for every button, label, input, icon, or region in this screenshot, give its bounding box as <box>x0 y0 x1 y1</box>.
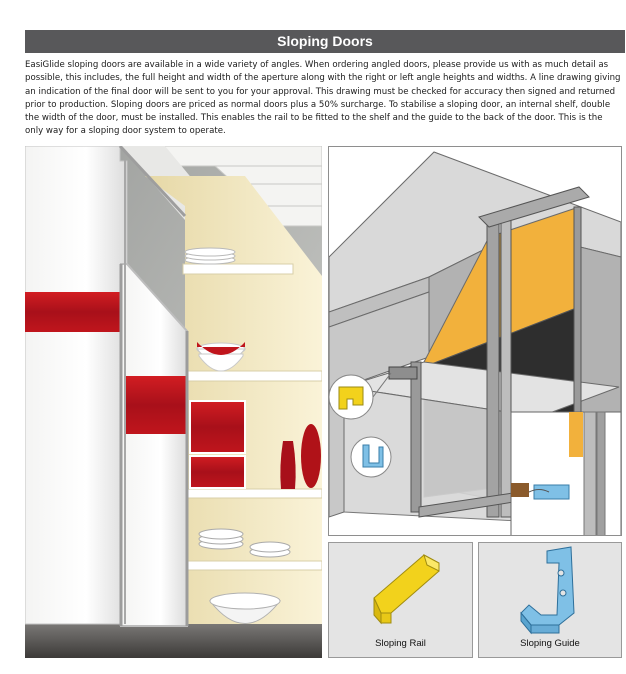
sloping-door-diagram <box>328 146 622 536</box>
section-title: Sloping Doors <box>277 33 373 49</box>
sloping-guide-label: Sloping Guide <box>520 638 580 649</box>
description-paragraph: EasiGlide sloping doors are available in a wide variety of angles. When ordering angled doors, please provide us with as much detail as possible, this includes, the full height and width of the aperture along with the right or left angle heights and widths. A line drawing giving an indication of the final door will be sent to you for your approval. This drawing must be checked for accuracy then signed and returned prior to production. Sloping doors are priced as normal doors plus a 50% surcharge. To stabilise a sloping door, an internal shelf, double the width of the door, must be installed. This enables the rail to be fitted to the shelf and the guide to the back of the door. This is the only way for a sloping door system to operate. <box>25 60 621 137</box>
sloping-rail-icon <box>329 543 472 633</box>
sloping-rail-label: Sloping Rail <box>375 638 426 649</box>
sloping-guide-icon <box>479 543 621 635</box>
sloping-rail-card <box>328 542 473 658</box>
under-stairs-photo <box>25 146 322 658</box>
sloping-guide-card <box>478 542 622 658</box>
section-header <box>25 30 625 53</box>
